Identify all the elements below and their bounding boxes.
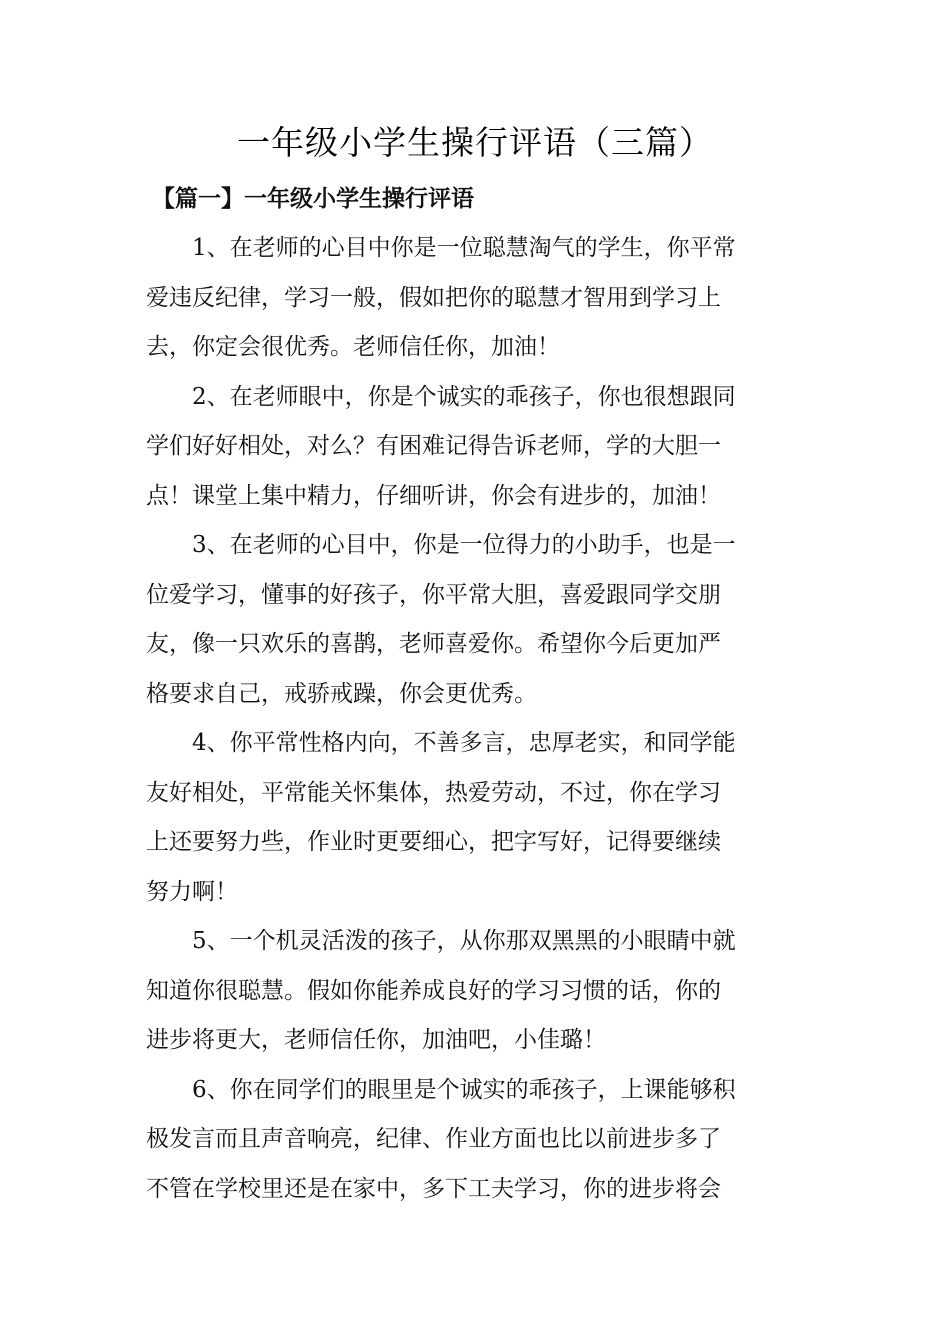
paragraph-1 [146,224,806,373]
paragraph-line: 位爱学习，懂事的好孩子，你平常大胆，喜爱跟同学交朋 [146,581,721,608]
paragraph-line: 格要求自己，戒骄戒躁，你会更优秀。 [146,680,537,707]
paragraph-6 [146,1066,806,1215]
paragraph-line: 友好相处，平常能关怀集体，热爱劳动，不过，你在学习 [146,779,721,806]
paragraph-line: 5、一个机灵活泼的孩子，从你那双黑黑的小眼睛中就 [192,928,736,954]
paragraph-line: 知道你很聪慧。假如你能养成良好的学习习惯的话，你的 [146,977,721,1004]
paragraph-4 [146,719,806,917]
paragraph-line: 去，你定会很优秀。老师信任你，加油！ [146,334,560,360]
paragraph-line: 学们好好相处，对么？有困难记得告诉老师，学的大胆一 [146,433,721,459]
paragraph-line: 上还要努力些，作业时更要细心，把字写好，记得要继续 [146,829,721,855]
document-title: 一年级小学生操行评语（三篇） [237,123,713,162]
paragraph-line: 点！课堂上集中精力，仔细听讲，你会有进步的，加油！ [146,482,721,509]
paragraph-line: 爱违反纪律，学习一般，假如把你的聪慧才智用到学习上 [146,284,721,311]
paragraph-line: 1、在老师的心目中你是一位聪慧淘气的学生，你平常 [192,235,736,261]
paragraph-5 [146,917,806,1066]
paragraph-2 [146,373,806,522]
paragraph-line: 进步将更大，老师信任你，加油吧，小佳璐！ [146,1027,606,1053]
section-heading: 【篇一】一年级小学生操行评语 [152,185,474,212]
paragraph-line: 3、在老师的心目中，你是一位得力的小助手，也是一 [192,532,736,558]
paragraph-line: 6、你在同学们的眼里是个诚实的乖孩子，上课能够积 [192,1076,736,1103]
paragraph-3 [146,521,806,719]
paragraph-line: 努力啊！ [146,878,238,905]
paragraph-line: 4、你平常性格内向，不善多言，忠厚老实，和同学能 [192,730,736,756]
paragraph-line: 极发言而且声音响亮，纪律、作业方面也比以前进步多了 [146,1126,721,1152]
document-body [146,224,806,1214]
paragraph-line: 不管在学校里还是在家中，多下工夫学习，你的进步将会 [146,1175,721,1202]
paragraph-line: 友，像一只欢乐的喜鹊，老师喜爱你。希望你今后更加严 [146,631,721,657]
paragraph-line: 2、在老师眼中，你是个诚实的乖孩子，你也很想跟同 [192,383,736,410]
